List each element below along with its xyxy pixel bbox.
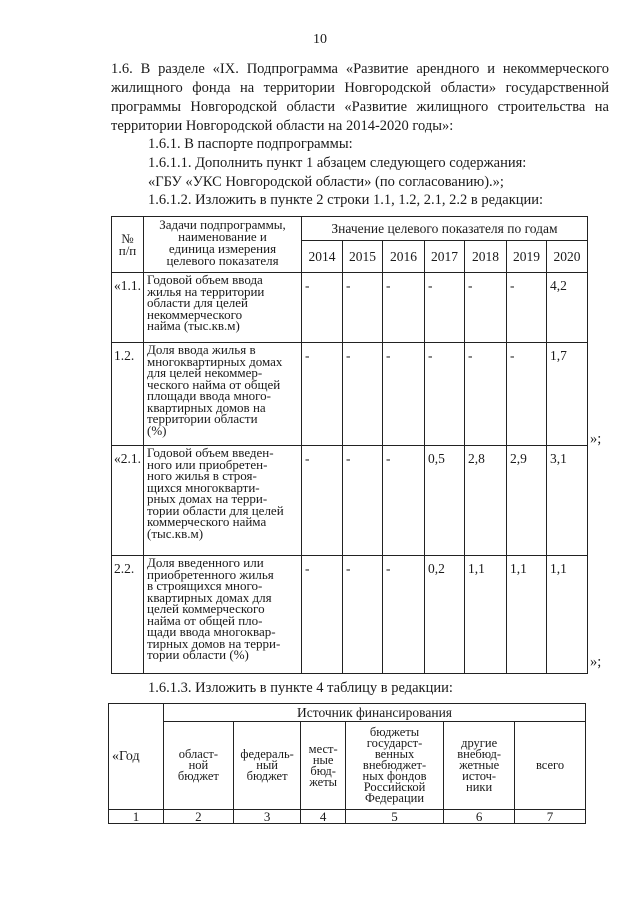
- row-value: 1,1: [507, 556, 547, 674]
- column-index: 5: [345, 810, 443, 824]
- row-task: [144, 273, 302, 343]
- year-header: 2018: [465, 241, 507, 273]
- column-header: [301, 722, 345, 810]
- cell-text-line: бюджет: [177, 769, 219, 783]
- cell-text-line: Доля введенного или: [147, 555, 264, 570]
- cell-text-line: ные: [312, 752, 334, 767]
- column-index: 7: [515, 810, 586, 824]
- row-number: «1.1.: [112, 273, 144, 343]
- cell-text-line: бюджет: [246, 769, 288, 783]
- row-value: -: [425, 343, 465, 446]
- year-header: «Год: [109, 704, 164, 810]
- cell-text-line: для целей некоммер-: [147, 365, 263, 380]
- cell-text-line: источ-: [462, 769, 497, 783]
- row-value: 1,1: [465, 556, 507, 674]
- cell-text-line: ных фондов: [362, 769, 427, 783]
- cell-text-line: венных: [374, 747, 415, 761]
- cell-text-line: целей коммерческого: [147, 601, 265, 616]
- cell-text-line: тории области для целей: [147, 502, 284, 518]
- year-header: 2014: [302, 241, 343, 273]
- table-row: [112, 446, 588, 556]
- row-value: -: [302, 556, 343, 674]
- item-line: 1.6.1.3. Изложить в пункте 4 таблицу в редакции:: [148, 680, 453, 696]
- table-row: [112, 343, 588, 446]
- header-number: [112, 217, 144, 273]
- cell-text-line: тирных домов на терри-: [147, 635, 281, 651]
- cell-text-line: щихся многокварти-: [147, 479, 260, 495]
- row-task: [144, 446, 302, 556]
- cell-text-line: площади ввода много-: [147, 388, 272, 403]
- cell-text-line: ный: [256, 758, 278, 772]
- cell-text-line: жилья на территории: [147, 283, 265, 299]
- item-line: 1.6.1.2. Изложить в пункте 2 строки 1.1, 1.2, 2.1, 2.2 в редакции:: [148, 192, 544, 208]
- cell-text-line: (%): [147, 422, 167, 438]
- row-value: -: [343, 556, 383, 674]
- row-value: 1,7: [547, 343, 588, 446]
- row-value: -: [302, 343, 343, 446]
- cell-text-line: тории области (%): [147, 647, 249, 662]
- cell-text-line: внебюджет-: [362, 758, 427, 772]
- page-number: 10: [313, 32, 327, 47]
- cell-text-line: рных домах на терри-: [147, 491, 268, 506]
- table-row: [109, 810, 586, 824]
- year-header: 2017: [425, 241, 465, 273]
- column-header: [345, 722, 443, 810]
- paragraph-line: жилищного фонда на территории Новгородской области» государственной: [111, 80, 609, 96]
- row-value: -: [465, 343, 507, 446]
- header-task: [144, 217, 302, 273]
- cell-text-line: област-: [178, 747, 219, 761]
- paragraph-line: программы Новгородской области «Развитие жилищного строительства на: [111, 99, 609, 115]
- item-line: 1.6.1.1. Дополнить пункт 1 абзацем следующего содержания:: [148, 155, 527, 171]
- year-header: 2019: [507, 241, 547, 273]
- row-value: -: [507, 343, 547, 446]
- row-value: 3,1: [547, 446, 588, 556]
- cell-text-line: в строящихся много-: [147, 578, 263, 593]
- row-value: 2,8: [465, 446, 507, 556]
- cell-text-line: коммерческого найма: [147, 514, 267, 529]
- row-number: 1.2.: [112, 343, 144, 446]
- cell-text-line: Задачи подпрограммы,: [159, 217, 286, 232]
- cell-text-line: целевого показателя: [166, 253, 279, 268]
- column-header: [163, 722, 233, 810]
- target-indicators-table: [111, 216, 588, 674]
- cell-text-line: внебюд-: [457, 747, 501, 761]
- cell-text-line: мест-: [308, 741, 338, 756]
- source-header: Источник финансирования: [163, 704, 585, 722]
- column-header: [444, 722, 515, 810]
- year-header: 2016: [383, 241, 425, 273]
- row-value: -: [383, 446, 425, 556]
- row-value: 0,5: [425, 446, 465, 556]
- item-line: 1.6.1. В паспорте подпрограммы:: [148, 136, 353, 152]
- row-value: -: [425, 273, 465, 343]
- cell-text-line: многоквартирных домах: [147, 353, 283, 369]
- column-header: [515, 722, 586, 810]
- row-value: -: [383, 556, 425, 674]
- row-value: 1,1: [547, 556, 588, 674]
- paragraph-line: 1.6. В разделе «IX. Подпрограмма «Развитие арендного и некоммерческого: [111, 61, 609, 77]
- row-closing-mark: »;: [590, 431, 602, 447]
- row-value: -: [343, 273, 383, 343]
- row-closing-mark: »;: [590, 654, 602, 670]
- column-header: [233, 722, 301, 810]
- table-row: [112, 556, 588, 674]
- cell-text-line: федераль-: [240, 747, 294, 761]
- cell-text-line: жетные: [459, 758, 500, 772]
- row-value: 2,9: [507, 446, 547, 556]
- cell-text-line: квартирных домов на: [147, 399, 266, 415]
- cell-text-line: Доля ввода жилья в: [147, 342, 256, 357]
- row-value: -: [465, 273, 507, 343]
- row-value: -: [507, 273, 547, 343]
- cell-text-line: найма от общей пло-: [147, 612, 263, 628]
- cell-text-line: другие: [461, 736, 498, 750]
- header-values: Значение целевого показателя по годам: [302, 217, 588, 241]
- row-value: -: [383, 273, 425, 343]
- row-value: -: [343, 446, 383, 556]
- row-value: -: [302, 446, 343, 556]
- cell-text-line: области для целей: [147, 295, 248, 310]
- cell-text-line: Федерации: [365, 791, 425, 805]
- cell-text-line: приобретенного жилья: [147, 566, 274, 582]
- cell-text-line: Годовой объем ввода: [147, 272, 263, 287]
- cell-text-line: бюд-: [310, 763, 336, 778]
- column-index: 4: [301, 810, 345, 824]
- cell-text-line: единица измерения: [168, 241, 277, 256]
- cell-text-line: найма (тыс.кв.м): [147, 318, 240, 333]
- cell-text-line: государст-: [366, 736, 423, 750]
- paragraph-line: территории Новгородской области на 2014-2020 годы»:: [111, 118, 454, 134]
- row-value: -: [383, 343, 425, 446]
- column-index: 6: [444, 810, 515, 824]
- row-value: 4,2: [547, 273, 588, 343]
- row-task: [144, 556, 302, 674]
- cell-text-line: Российской: [363, 780, 426, 794]
- cell-text-line: ного жилья в строя-: [147, 468, 257, 483]
- item-line: «ГБУ «УКС Новгородской области» (по согласованию).»;: [148, 174, 504, 190]
- column-index: 3: [233, 810, 301, 824]
- row-value: -: [302, 273, 343, 343]
- cell-text-line: п/п: [118, 242, 137, 258]
- cell-text-line: (тыс.кв.м): [147, 525, 204, 541]
- year-header: 2020: [547, 241, 588, 273]
- year-header: 2015: [343, 241, 383, 273]
- cell-text-line: квартирных домах для: [147, 589, 272, 605]
- table-row: [112, 273, 588, 343]
- row-value: -: [343, 343, 383, 446]
- row-number: «2.1.: [112, 446, 144, 556]
- cell-text-line: №: [121, 230, 134, 246]
- row-number: 2.2.: [112, 556, 144, 674]
- financing-sources-table: [108, 703, 586, 824]
- cell-text-line: щади ввода многоквар-: [147, 624, 276, 639]
- cell-text-line: некоммерческого: [147, 306, 243, 322]
- cell-text-line: ного или приобретен-: [147, 456, 268, 472]
- cell-text-line: бюджеты: [369, 725, 420, 739]
- cell-text-line: ники: [466, 780, 493, 794]
- cell-text-line: Годовой объем введен-: [147, 445, 274, 460]
- cell-text-line: всего: [535, 758, 565, 772]
- cell-text-line: ной: [188, 758, 209, 772]
- cell-text-line: наименование и: [178, 229, 267, 244]
- row-value: 0,2: [425, 556, 465, 674]
- row-task: [144, 343, 302, 446]
- column-index: 1: [109, 810, 164, 824]
- cell-text-line: жеты: [309, 774, 338, 789]
- cell-text-line: ческого найма от общей: [147, 376, 281, 392]
- cell-text-line: территории области: [147, 411, 258, 426]
- column-index: 2: [163, 810, 233, 824]
